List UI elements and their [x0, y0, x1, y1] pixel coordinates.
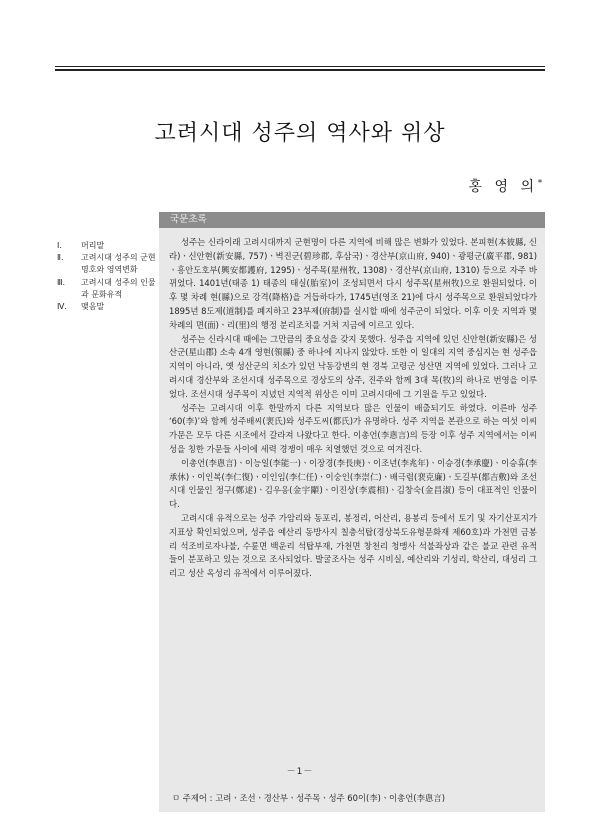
- toc-item-text: 고려시대 성주의 인물과 문화유적: [81, 277, 156, 299]
- header-rule-thick: [55, 69, 545, 71]
- abstract-heading: 국문초록: [159, 212, 545, 228]
- toc-item-number: Ⅳ.: [57, 302, 67, 312]
- toc-item-number: Ⅱ.: [57, 253, 64, 263]
- author-line: [469, 176, 542, 196]
- toc-item-text: 고려시대 성주의 군현 명호와 영역변화: [81, 253, 156, 275]
- abstract-body: [169, 236, 537, 581]
- page-number: －1－: [286, 767, 314, 777]
- keywords-line: [172, 792, 542, 804]
- toc-item: [57, 277, 157, 301]
- abstract-paragraph: 성주는 신라시대 때에는 그만큼의 중요성을 갖지 못했다. 성주읍 지역에 있던 신안현(新安縣)은 성산군(星山郡) 소속 4개 영현(領縣) 중 하나에 지나지 않았다. 또한 이 일대의 지역 중심지는 현 성주읍 지역이 아니라, 옛 성산군의 치소가 있던 낙동강변의 현 경북 고령군 성산면 지역에 있었다. 그러나 고려시대 경산부와 조선시대 성주목으로 경상도의 상주, 진주와 함께 3대 목(牧)의 하나로 번영을 이루었다. 조선시대 성주목이 지녔던 지역적 위상은 이미 고려시대에 그 기원을 두고 있었다.: [169, 333, 537, 399]
- abstract-paragraph: 이총언(李悤言)ㆍ이능일(李能一)ㆍ이장경(李長庚)ㆍ이조년(李兆年)ㆍ이승경(李承慶)ㆍ이승휴(李承休)ㆍ이인복(李仁復)ㆍ이인임(李仁任)ㆍ이숭인(李崇仁)ㆍ배극렴(裵克廉)ㆍ도길부(都吉敷)와 조선시대 인물인 정구(鄭逑)ㆍ김우옹(金宇顒)ㆍ이진상(李震相)ㆍ김창숙(金昌淑) 등이 대표적인 인물이다.: [169, 457, 538, 510]
- toc-item-number: Ⅰ.: [57, 241, 62, 250]
- toc-item-number: Ⅲ.: [57, 277, 66, 287]
- abstract-paragraph: 고려시대 유적으로는 성주 가암리와 동포리, 봉정리, 어산리, 용봉리 등에서 토기 및 자기산포지가 지표상 확인되었으며, 성주읍 예산리 동방사지 칠층석탑(경상북도유형문화재 제60호)과 가천면 금봉리 석조비로자나불, 수륜면 백운리 석탑부재, 가천면 창천리 청맹사 석불좌상과 같은 불교 관련 유적들이 분포하고 있는 것으로 조사되었다. 발굴조사는 성주 시비실, 예산리와 기성리, 학산리, 대성리 그리고 성산 옥성리 유적에서 이루어졌다.: [169, 512, 537, 579]
- keywords-list: 고려ㆍ조선ㆍ경산부ㆍ성주목ㆍ성주 60이(李)ㆍ이총언(李悤言): [215, 793, 445, 803]
- abstract-paragraph: 성주는 신라이래 고려시대까지 군현명이 다른 지역에 비해 많은 변화가 있었다. 본피현(本彼縣, 신라)ㆍ신안현(新安縣, 757)ㆍ벽진군(碧珍郡, 후삼국)ㆍ경산부(京山府, 940)ㆍ광평군(廣平郡, 981)ㆍ흥안도호부(興安都護府, 1295)ㆍ성주목(星州牧, 1308)ㆍ경산부(京山府, 1310) 등으로 자주 바뀌었다. 1401년(태종 1) 태종의 태실(胎室)이 조성되면서 다시 성주목(星州牧)으로 환원되었다. 이후 몇 차례 현(縣)으로 강격(降格)을 거듭하다가, 1745년(영조 21)에 다시 성주목으로 환원되었다가 1895년 8도제(道制)를 폐지하고 23부제(府制)를 실시할 때에 성주군이 되었다. 이후 이웃 지역과 몇차례의 면(面)ㆍ리(里)의 행정 분리조치를 거쳐 지금에 이르고 있다.: [169, 237, 537, 330]
- author-name: 홍 영 의: [468, 179, 538, 195]
- table-of-contents: [57, 240, 157, 313]
- toc-item: [57, 252, 157, 276]
- author-mark: *: [538, 178, 542, 188]
- abstract-paragraph: 성주는 고려시대 이후 한말까지 다른 지역보다 많은 인물이 배출되기도 하였다. 이른바 성주 ‘60(李)’와 함께 성주배씨(裵氏)와 성주도씨(都氏)가 유명하다. 성주 지역을 본관으로 하는 여섯 이씨 가문은 모두 다른 시조에서 갈라져 나왔다고 한다. 이총언(李悤言)의 등장 이후 성주 지역에서는 이씨 성을 칭한 가문들 사이에 세력 경쟁이 매우 치열했던 것으로 여겨진다.: [169, 402, 537, 454]
- toc-item: [57, 240, 157, 252]
- keywords-label: ㅁ 주제어 :: [172, 793, 213, 803]
- toc-item: [57, 301, 157, 313]
- toc-item-text: 맺음말: [81, 302, 105, 312]
- header-rule-thin: [55, 66, 545, 67]
- paper-title: 고려시대 성주의 역사와 위상: [154, 121, 446, 146]
- toc-item-text: 머리말: [81, 241, 105, 250]
